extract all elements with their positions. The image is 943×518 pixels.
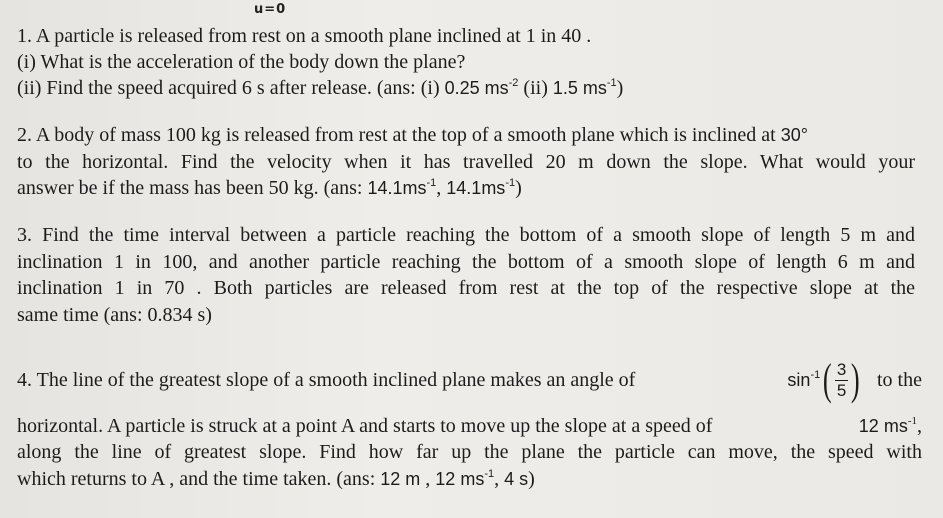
q4-line3: along the line of greatest slope. Find how far up the plane the particle can move, the speed with — [17, 441, 922, 463]
q1-line2: (i) What is the acceleration of the body down the plane? — [17, 51, 466, 73]
fraction-numerator: 3 — [836, 359, 847, 379]
handwritten-note: u=0 — [254, 2, 287, 17]
q3-line4: same time (ans: 0.834 s) — [17, 304, 212, 326]
left-paren: ( — [823, 355, 832, 404]
q1-line3-text: (ii) Find the speed acquired 6 s after release. (ans: (i) — [17, 77, 445, 99]
q4-fraction — [835, 360, 848, 401]
q2-angle: 30° — [780, 125, 808, 145]
q1-line3: (ii) Find the speed acquired 6 s after release. (ans: (i) 0.25 $ms^{-2}$ (ii) 1.5 $ms^{-1}$) — [17, 77, 624, 99]
q4-line4: which returns to A , and the time taken. (ans: 12 m , 12 $ms^{-1}$, 4 s) — [17, 468, 535, 490]
q4-line2: horizontal. A particle is struck at a point A and starts to move up the slope at a speed of 12 $ms^{-1}$, — [17, 415, 922, 437]
q2-line2: to the horizontal. Find the velocity when it has travelled 20 m down the slope. What would your — [17, 151, 915, 173]
fraction-denominator: 5 — [836, 380, 847, 400]
q2-answer-2: $14.1ms^{-1}$ — [446, 177, 516, 198]
q4-line1 — [17, 355, 922, 404]
q1-answer-2: 1.5 $ms^{-1}$ — [552, 77, 617, 98]
q1-answer-1: 0.25 $ms^{-2}$ — [444, 77, 519, 98]
q4-sin: $\sin^{-1}$ — [787, 369, 821, 390]
q1-line1: 1. A particle is released from rest on a smooth plane inclined at 1 in 40 . — [17, 25, 592, 47]
q3-line1: 3. Find the time interval between a particle reaching the bottom of a smooth slope of length 5 m and — [17, 224, 915, 246]
q4-line1-text: 4. The line of the greatest slope of a smooth inclined plane makes an angle of — [17, 369, 636, 391]
q2-answer-1: $14.1ms^{-1}$ — [367, 177, 437, 198]
q4-line1-end: to the — [877, 369, 922, 391]
q3-line2: inclination 1 in 100, and another particle reaching the bottom of a smooth slope of length 6 m and — [17, 251, 915, 273]
q4-answer-2: 12 $ms^{-1}$ — [435, 468, 495, 489]
right-paren: ) — [851, 355, 861, 404]
q4-answer-1: 12 m — [380, 469, 421, 489]
q4-answer-3: 4 s — [504, 469, 529, 489]
q2-line1: 2. A body of mass 100 kg is released from rest at the top of a smooth plane which is inclined at 30° — [17, 124, 808, 146]
q4-speed: 12 $ms^{-1}$, — [858, 415, 922, 437]
q4-expression — [787, 355, 922, 404]
q2-line3: answer be if the mass has been 50 kg. (ans: $14.1ms^{-1}$, $14.1ms^{-1}$) — [17, 177, 522, 199]
q3-line3: inclination 1 in 70 . Both particles are released from rest at the top of the respective slope at the — [17, 277, 915, 299]
